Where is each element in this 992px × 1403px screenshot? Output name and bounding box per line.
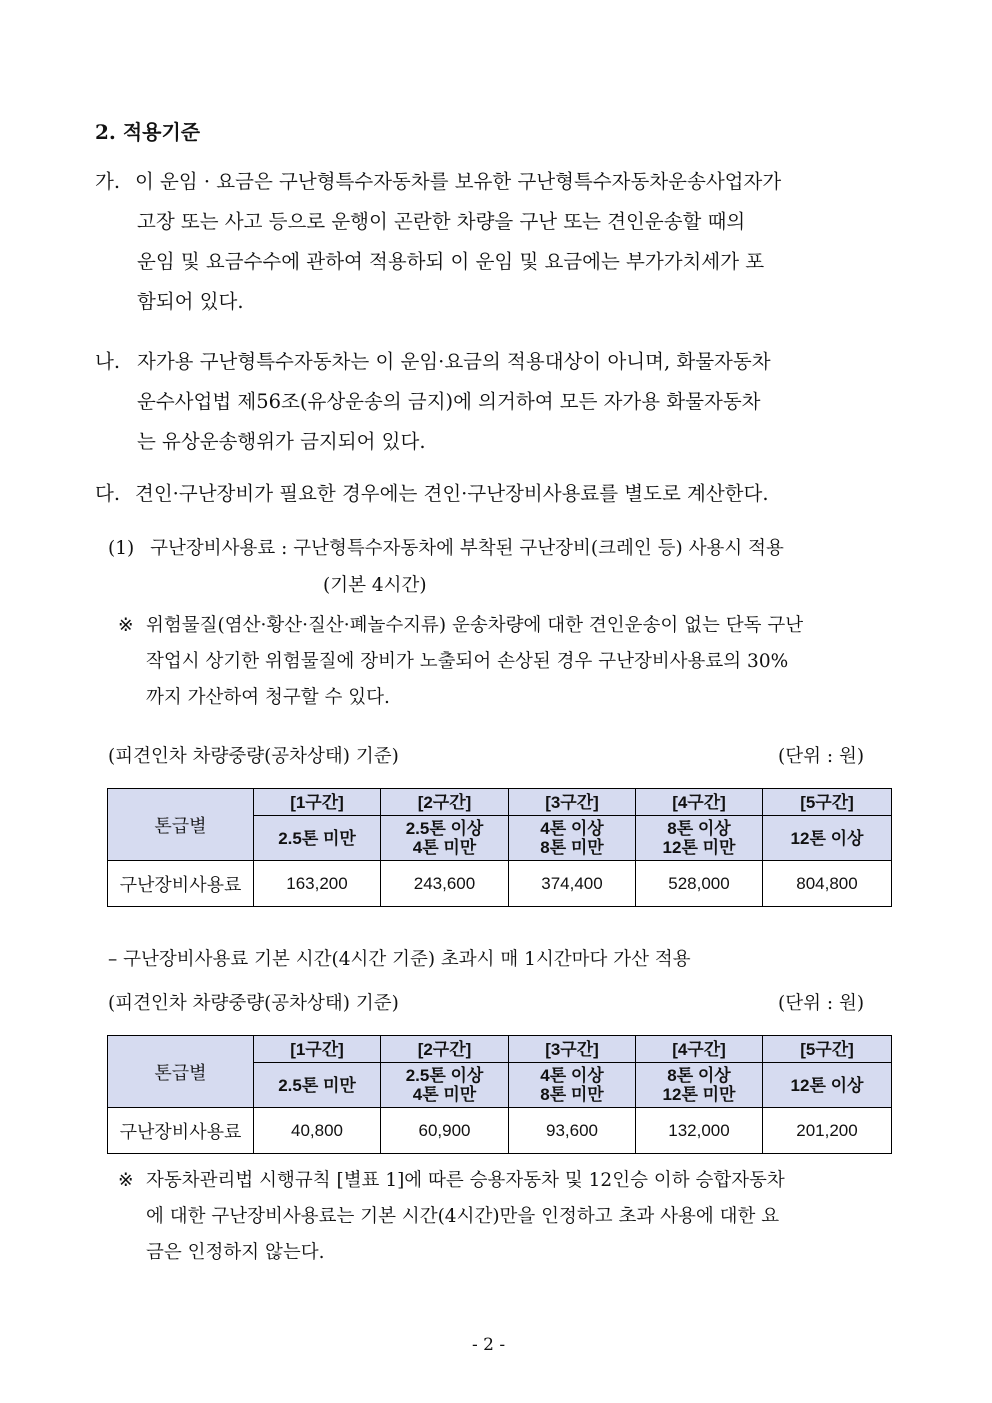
row-header: 톤급별 xyxy=(108,1036,254,1108)
range-text: 2.5톤 미만 xyxy=(278,828,356,848)
note-2-line: 자동차관리법 시행규칙 [별표 1]에 따른 승용자동차 및 12인승 이하 승합자동차 xyxy=(146,1170,785,1191)
note-1 xyxy=(118,608,803,716)
note-2-line: 에 대한 구난장비사용료는 기본 시간(4시간)만을 인정하고 초과 사용에 대한 요 xyxy=(146,1206,780,1227)
note-mark: ※ xyxy=(118,615,134,636)
range-text: 8톤 미만 xyxy=(540,838,604,857)
range-header xyxy=(381,816,509,861)
paragraph-na-line: 운수사업법 제56조(유상운송의 금지)에 의거하여 모든 자가용 화물자동차 xyxy=(137,390,761,413)
paragraph-na-line: 자가용 구난형특수자동차는 이 운임·요금의 적용대상이 아니며, 화물자동차 xyxy=(137,350,771,373)
range-header xyxy=(636,816,763,861)
paragraph-ga-line: 운임 및 요금수수에 관하여 적용하되 이 운임 및 요금에는 부가가치세가 포 xyxy=(137,250,765,273)
paragraph-na-line: 는 유상운송행위가 금지되어 있다. xyxy=(137,430,426,453)
note-2 xyxy=(118,1163,785,1271)
table-1-unit: (단위 : 원) xyxy=(778,746,865,767)
range-text: 12톤 이상 xyxy=(790,828,864,848)
fee-cell: 93,600 xyxy=(509,1108,636,1154)
range-text: 4톤 이상 xyxy=(540,819,604,838)
section-title: 2. 적용기준 xyxy=(95,120,201,144)
fee-cell: 804,800 xyxy=(763,861,892,907)
fee-cell: 201,200 xyxy=(763,1108,892,1154)
column-header: [2구간] xyxy=(381,789,509,816)
note-2-line: 금은 인정하지 않는다. xyxy=(146,1242,325,1263)
column-header: [5구간] xyxy=(763,789,892,816)
range-header xyxy=(254,816,381,861)
fee-cell: 374,400 xyxy=(509,861,636,907)
paragraph-ga-line: 이 운임 · 요금은 구난형특수자동차를 보유한 구난형특수자동차운송사업자가 xyxy=(135,170,782,193)
table-1-caption: (피견인차 차량중량(공차상태) 기준) xyxy=(108,746,399,767)
row-label: 구난장비사용료 xyxy=(108,861,254,907)
range-text: 2.5톤 미만 xyxy=(278,1075,356,1095)
range-text: 4톤 미만 xyxy=(412,1085,477,1104)
range-header xyxy=(509,1063,636,1108)
fee-cell: 132,000 xyxy=(636,1108,763,1154)
column-header: [5구간] xyxy=(763,1036,892,1063)
fee-cell: 528,000 xyxy=(636,861,763,907)
paragraph-ga-line: 고장 또는 사고 등으로 운행이 곤란한 차량을 구난 또는 견인운송할 때의 xyxy=(137,210,746,233)
table-2-unit: (단위 : 원) xyxy=(778,993,865,1014)
column-header: [4구간] xyxy=(636,789,763,816)
page-number: - 2 - xyxy=(472,1335,506,1355)
note-mark: ※ xyxy=(118,1170,134,1191)
row-label: 구난장비사용료 xyxy=(108,1108,254,1154)
range-header xyxy=(254,1063,381,1108)
note-1-line: 위험물질(염산·황산·질산·폐놀수지류) 운송차량에 대한 견인운송이 없는 단독 구난 xyxy=(146,615,804,636)
range-text: 12톤 미만 xyxy=(662,838,736,857)
column-header: [3구간] xyxy=(509,789,636,816)
overtime-note: – 구난장비사용료 기본 시간(4시간 기준) 초과시 매 1시간마다 가산 적용 xyxy=(108,949,691,970)
paragraph-na-label: 나. xyxy=(95,350,121,373)
range-text: 4톤 이상 xyxy=(540,1066,604,1085)
column-header: [4구간] xyxy=(636,1036,763,1063)
paragraph-da-label: 다. xyxy=(95,482,121,505)
range-header xyxy=(509,816,636,861)
range-header xyxy=(763,1063,892,1108)
column-header: [1구간] xyxy=(254,1036,381,1063)
range-text: 4톤 미만 xyxy=(412,838,477,857)
item-1-sub: (기본 4시간) xyxy=(323,575,427,596)
range-text: 2.5톤 이상 xyxy=(405,1066,484,1085)
item-1-label: (1) xyxy=(108,538,135,559)
range-text: 8톤 이상 xyxy=(667,819,731,838)
range-header xyxy=(763,816,892,861)
fee-cell: 163,200 xyxy=(254,861,381,907)
paragraph-ga xyxy=(95,162,781,322)
paragraph-na xyxy=(95,342,771,462)
column-header: [3구간] xyxy=(509,1036,636,1063)
range-text: 8톤 미만 xyxy=(540,1085,604,1104)
fee-cell: 243,600 xyxy=(381,861,509,907)
paragraph-da-text: 견인·구난장비가 필요한 경우에는 견인·구난장비사용료를 별도로 계산한다. xyxy=(135,482,769,505)
paragraph-ga-line: 함되어 있다. xyxy=(137,290,244,313)
column-header: [2구간] xyxy=(381,1036,509,1063)
rate-table-1 xyxy=(107,788,892,907)
fee-cell: 40,800 xyxy=(254,1108,381,1154)
range-text: 12톤 이상 xyxy=(790,1075,864,1095)
note-1-line: 까지 가산하여 청구할 수 있다. xyxy=(146,687,390,708)
table-2-caption: (피견인차 차량중량(공차상태) 기준) xyxy=(108,993,399,1014)
rate-table-2 xyxy=(107,1035,892,1154)
fee-cell: 60,900 xyxy=(381,1108,509,1154)
range-header xyxy=(381,1063,509,1108)
paragraph-da xyxy=(95,474,769,514)
paragraph-ga-label: 가. xyxy=(95,170,121,193)
note-1-line: 작업시 상기한 위험물질에 장비가 노출되어 손상된 경우 구난장비사용료의 30% xyxy=(146,651,789,672)
row-header: 톤급별 xyxy=(108,789,254,861)
range-text: 2.5톤 이상 xyxy=(405,819,484,838)
column-header: [1구간] xyxy=(254,789,381,816)
item-1-text: 구난장비사용료 : 구난형특수자동차에 부착된 구난장비(크레인 등) 사용시 적용 xyxy=(150,538,784,559)
range-text: 12톤 미만 xyxy=(662,1085,736,1104)
range-header xyxy=(636,1063,763,1108)
item-1 xyxy=(108,531,784,567)
range-text: 8톤 이상 xyxy=(667,1066,731,1085)
